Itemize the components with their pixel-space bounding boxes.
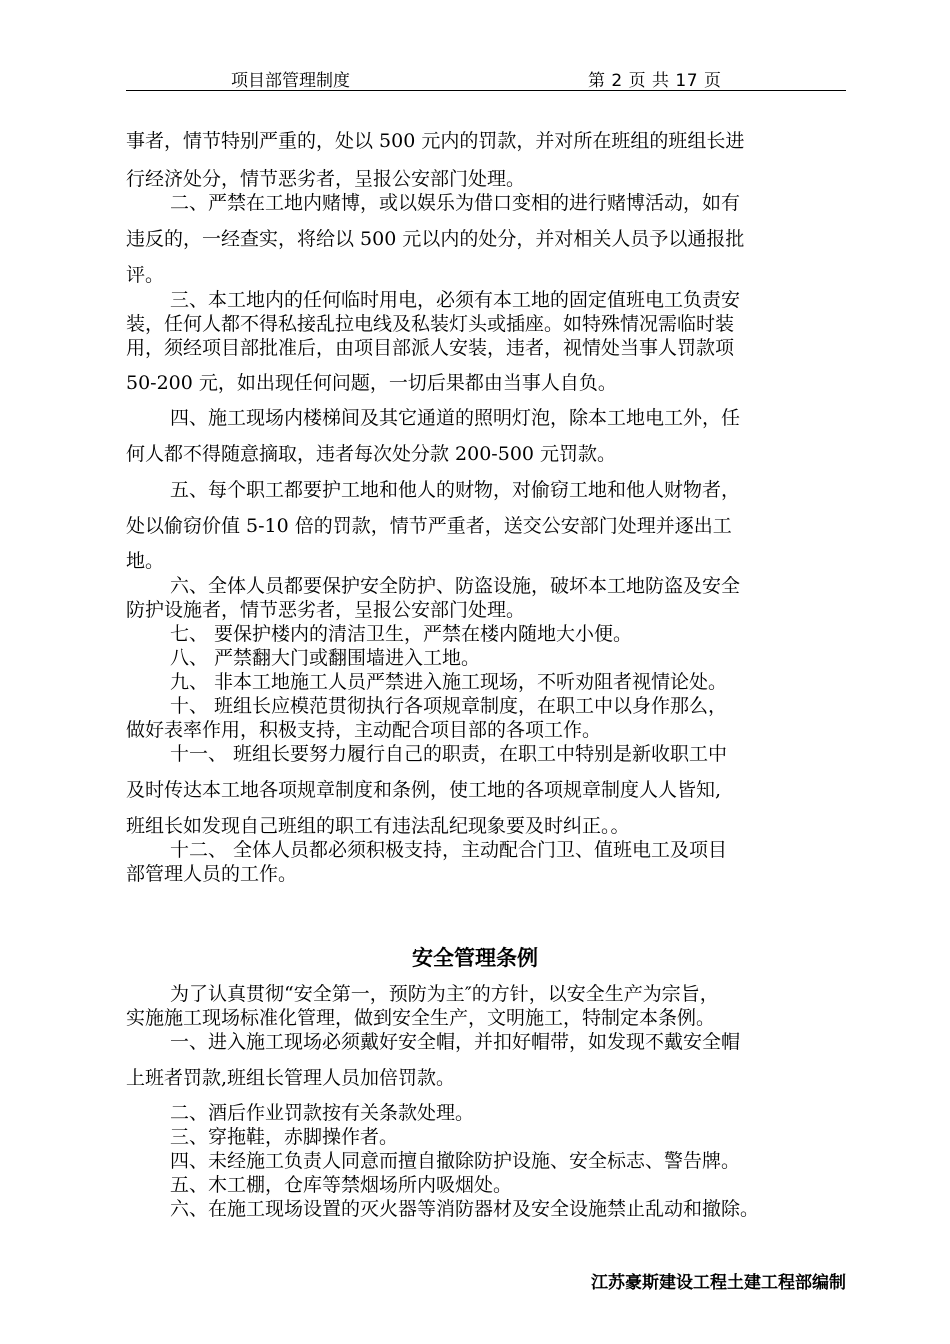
text-line: 六、全体人员都要保护安全防护、防盗设施，破坏本工地防盗及安全 (170, 575, 741, 597)
page-header (126, 62, 846, 91)
text-line: 防护设施者，情节恶劣者，呈报公安部门处理。 (126, 599, 526, 621)
text-line: 四、施工现场内楼梯间及其它通道的照明灯泡，除本工地电工外，任 (170, 407, 741, 429)
text-line: 四、未经施工负责人同意而擅自撤除防护设施、安全标志、警告牌。 (170, 1150, 741, 1172)
text-line: 行经济处分，情节恶劣者，呈报公安部门处理。 (126, 168, 526, 190)
text-line: 地。 (126, 550, 165, 572)
text-line: 三、本工地内的任何临时用电，必须有本工地的固定值班电工负责安 (170, 289, 741, 311)
text-line: 50-200 元，如出现任何问题，一切后果都由当事人自负。 (126, 372, 617, 394)
text-line: 班组长如发现自己班组的职工有违法乱纪现象要及时纠正。。 (126, 815, 630, 837)
section-title: 安全管理条例 (412, 946, 538, 970)
text-line: 十、 班组长应模范贯彻执行各项规章制度，在职工中以身作那么， (170, 695, 728, 717)
text-line: 七、 要保护楼内的清洁卫生，严禁在楼内随地大小便。 (170, 623, 633, 645)
text-line: 五、每个职工都要护工地和他人的财物，对偷窃工地和他人财物者， (170, 479, 741, 501)
text-line: 三、穿拖鞋，赤脚操作者。 (170, 1126, 399, 1148)
text-line: 处以偷窃价值 5-10 倍的罚款，情节严重者，送交公安部门处理并逐出工 (126, 515, 732, 537)
text-line: 事者，情节特别严重的，处以 500 元内的罚款，并对所在班组的班组长进 (126, 130, 745, 152)
text-line: 部管理人员的工作。 (126, 863, 298, 885)
text-line: 十一、 班组长要努力履行自己的职责，在职工中特别是新收职工中 (170, 743, 728, 765)
text-line: 何人都不得随意摘取，违者每次处分款 200-500 元罚款。 (126, 443, 617, 465)
text-line: 为了认真贯彻“安全第一，预防为主″的方针，以安全生产为宗旨， (170, 983, 719, 1005)
text-line: 及时传达本工地各项规章制度和条例，使工地的各项规章制度人人皆知, (126, 779, 722, 801)
header-page-info: 第 2 页 共 17 页 (588, 71, 722, 91)
header-title: 项目部管理制度 (231, 71, 350, 91)
page-footer: 江苏豪斯建设工程土建工程部编制 (591, 1273, 846, 1293)
text-line: 六、在施工现场设置的灭火器等消防器材及安全设施禁止乱动和撤除。 (170, 1198, 760, 1220)
text-line: 二、酒后作业罚款按有关条款处理。 (170, 1102, 475, 1124)
text-line: 八、 严禁翻大门或翻围墙进入工地。 (170, 647, 481, 669)
text-line: 装，任何人都不得私接乱拉电线及私装灯头或插座。如特殊情况需临时装 (126, 313, 735, 335)
text-line: 违反的，一经查实，将给以 500 元以内的处分，并对相关人员予以通报批 (126, 228, 745, 250)
text-line: 五、木工棚，仓库等禁烟场所内吸烟处。 (170, 1174, 513, 1196)
text-line: 十二、 全体人员都必须积极支持，主动配合门卫、值班电工及项目 (170, 839, 728, 861)
text-line: 上班者罚款,班组长管理人员加倍罚款。 (126, 1067, 456, 1089)
text-line: 一、进入施工现场必须戴好安全帽，并扣好帽带，如发现不戴安全帽 (170, 1031, 741, 1053)
text-line: 评。 (126, 264, 165, 286)
text-line: 二、严禁在工地内赌博，或以娱乐为借口变相的进行赌博活动，如有 (170, 192, 741, 214)
text-line: 实施施工现场标准化管理，做到安全生产，文明施工，特制定本条例。 (126, 1007, 716, 1029)
text-line: 做好表率作用，积极支持，主动配合项目部的各项工作。 (126, 719, 602, 741)
text-line: 九、 非本工地施工人员严禁进入施工现场，不听劝阻者视情论处。 (170, 671, 728, 693)
text-line: 用，须经项目部批准后，由项目部派人安装，违者，视情处当事人罚款项 (126, 337, 735, 359)
